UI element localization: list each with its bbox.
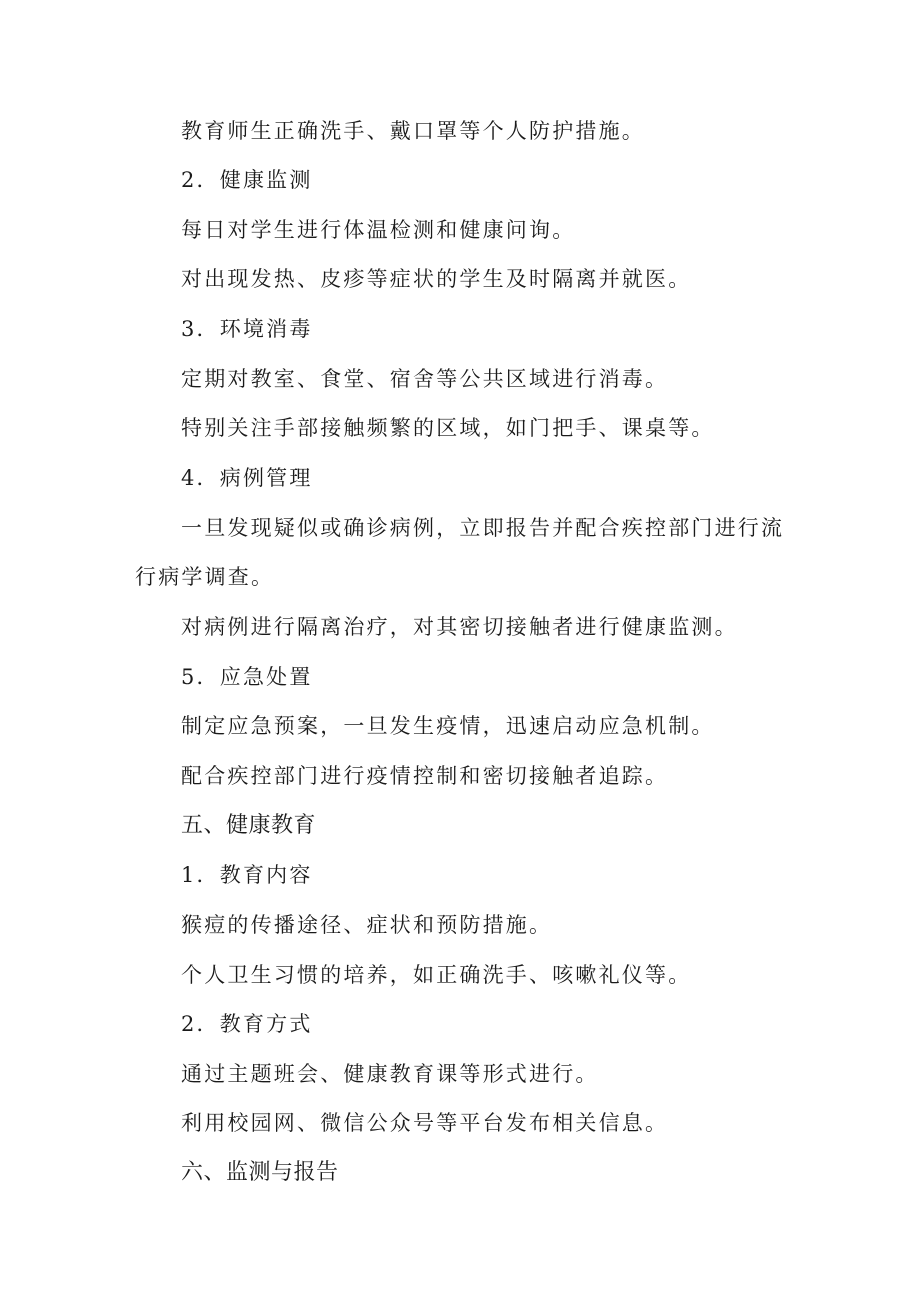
paragraph-continuation: 行病学调查。	[135, 565, 275, 589]
section-heading: 五、健康教育	[181, 813, 317, 838]
paragraph: 对病例进行隔离治疗，对其密切接触者进行健康监测。	[181, 615, 738, 639]
paragraph: 制定应急预案，一旦发生疫情，迅速启动应急机制。	[181, 714, 715, 738]
subheading: 2．教育方式	[181, 1012, 313, 1036]
paragraph: 特别关注手部接触频繁的区域，如门把手、课桌等。	[181, 416, 715, 440]
subheading: 4．病例管理	[181, 466, 313, 490]
paragraph: 个人卫生习惯的培养，如正确洗手、咳嗽礼仪等。	[181, 963, 692, 987]
paragraph: 一旦发现疑似或确诊病例，立即报告并配合疾控部门进行流	[181, 516, 785, 540]
paragraph: 利用校园网、微信公众号等平台发布相关信息。	[181, 1111, 669, 1135]
subheading: 1．教育内容	[181, 863, 313, 887]
paragraph: 通过主题班会、健康教育课等形式进行。	[181, 1062, 599, 1086]
paragraph: 对出现发热、皮疹等症状的学生及时隔离并就医。	[181, 267, 692, 291]
paragraph: 猴痘的传播途径、症状和预防措施。	[181, 913, 553, 937]
subheading: 3．环境消毒	[181, 317, 313, 341]
subheading: 2．健康监测	[181, 168, 313, 192]
paragraph: 教育师生正确洗手、戴口罩等个人防护措施。	[181, 119, 645, 143]
section-heading: 六、监测与报告	[181, 1160, 339, 1185]
subheading: 5．应急处置	[181, 665, 313, 689]
paragraph: 定期对教室、食堂、宿舍等公共区域进行消毒。	[181, 367, 669, 391]
paragraph: 配合疾控部门进行疫情控制和密切接触者追踪。	[181, 764, 669, 788]
paragraph: 每日对学生进行体温检测和健康问询。	[181, 218, 576, 242]
